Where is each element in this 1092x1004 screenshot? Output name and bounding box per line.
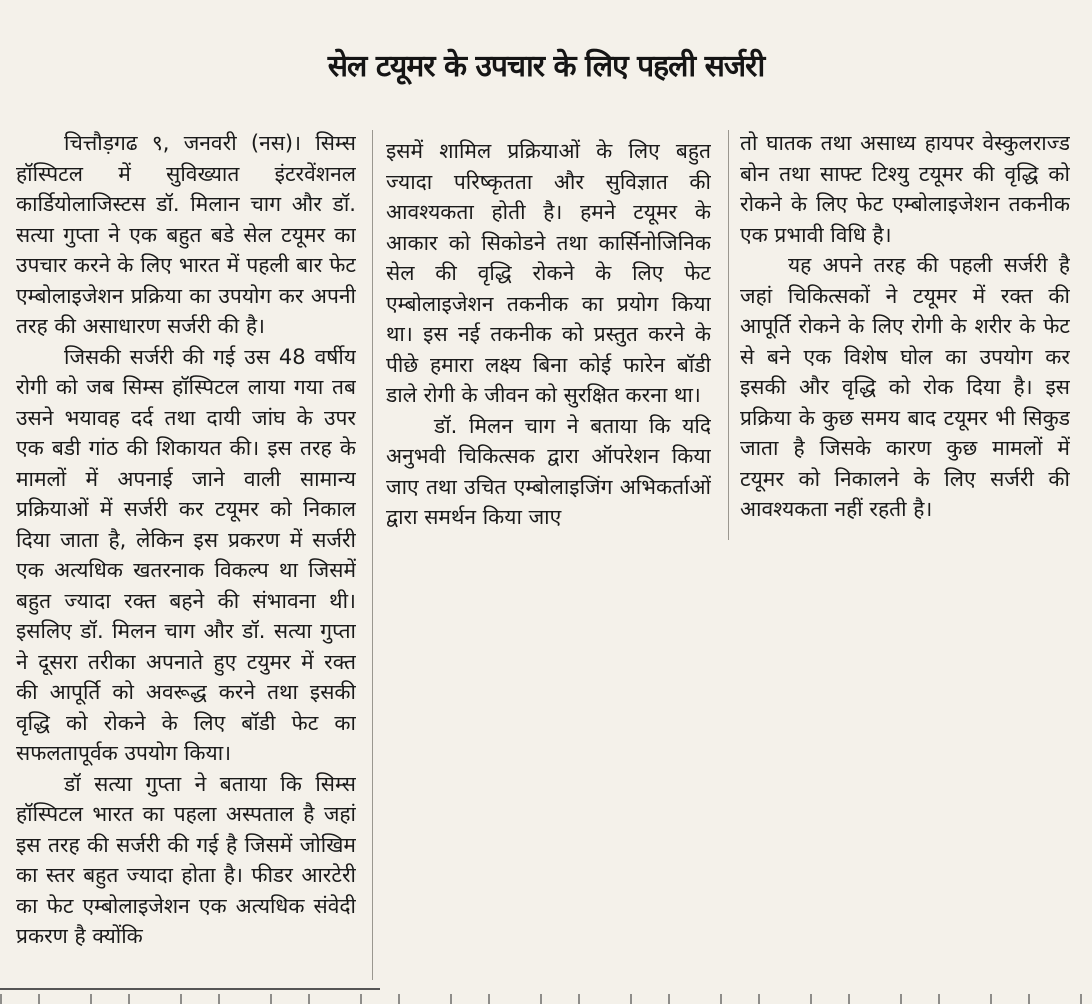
- article-column-1: [16, 128, 356, 986]
- cropped-next-article-strip: [0, 994, 1092, 1004]
- paragraph: डॉ सत्या गुप्ता ने बताया कि सिम्स हॉस्पिटल भारत का पहला अस्पताल है जहां इस तरह की सर्जरी की गई है जिसमें जोखिम का स्तर बहुत ज्यादा होता है। फीडर आरटेरी का फेट एम्बोलाइजेशन एक अत्यधिक संवेदी प्रकरण है क्योंकि: [16, 771, 356, 948]
- article-column-3: [740, 128, 1070, 548]
- article-column-2: [386, 136, 711, 556]
- paragraph: जिसकी सर्जरी की गई उस 48 वर्षीय रोगी को जब सिम्स हॉस्पिटल लाया गया तब उसने भयावह दर्द तथा दायी जांघ के उपर एक बडी गांठ की शिकायत की। इस तरह के मामलों में अपनाई जाने वाली सामान्य प्रक्रियाओं में सर्जरी कर टयूमर को निकाल दिया जाता है, लेकिन इस प्रकरण में सर्जरी एक अत्यधिक खतरनाक विकल्प था जिसमें बहुत ज्यादा रक्त बहने की संभावना थी। इसलिए डॉ. मिलन चाग और डॉ. सत्या गुप्ता ने दूसरा तरीका अपनाते हुए टयुमर में रक्त की आपूर्ति को अवरूद्ध करने तथा इसकी वृद्धि को रोकने के लिए बॉडी फेट का सफलतापूर्वक उपयोग किया।: [16, 344, 356, 765]
- paragraph: डॉ. मिलन चाग ने बताया कि यदि अनुभवी चिकित्सक द्वारा ऑपरेशन किया जाए तथा उचित एम्बोलाइजिंग अभिकर्ताओं द्वारा समर्थन किया जाए: [386, 413, 711, 529]
- paragraph: तो घातक तथा असाध्य हायपर वेस्कुलराज्ड बोन तथा साफ्ट टिश्यु टयूमर की वृद्धि को रोकने के लिए फेट एम्बोलाइजेशन तकनीक एक प्रभावी विधि है।: [740, 131, 1070, 247]
- bottom-rule: [0, 988, 380, 990]
- paragraph: चित्तौड़गढ ९, जनवरी (नस)। सिम्स हॉस्पिटल में सुविख्यात इंटरवेंशनल कार्डियोलाजिस्टस डॉ. मिलान चाग और डॉ. सत्या गुप्ता ने एक बहुत बडे सेल टयूमर का उपचार करने के लिए भारत में पहली बार फेट एम्बोलाइजेशन प्रक्रिया का उपयोग कर अपनी तरह की असाधारण सर्जरी की है।: [16, 131, 356, 338]
- paragraph: इसमें शामिल प्रक्रियाओं के लिए बहुत ज्यादा परिष्कृतता और सुविज्ञात की आवश्यकता होती है। हमने टयूमर के आकार को सिकोडने तथा कार्सिनोजिनिक सेल की वृद्धि रोकने के लिए फेट एम्बोलाइजेशन तकनीक का प्रयोग किया था। इस नई तकनीक को प्रस्तुत करने के पीछे हमारा लक्ष्य बिना कोई फारेन बॉडी डाले रोगी के जीवन को सुरक्षित करना था।: [386, 139, 711, 407]
- article-headline: सेल टयूमर के उपचार के लिए पहली सर्जरी: [327, 48, 765, 84]
- column-divider-2: [728, 130, 729, 540]
- column-divider-1: [372, 130, 373, 980]
- paragraph: यह अपने तरह की पहली सर्जरी है जहां चिकित्सकों ने टयूमर में रक्त की आपूर्ति रोकने के लिए रोगी के शरीर के फेट से बने एक विशेष घोल का उपयोग कर इसकी और वृद्धि को रोक दिया है। इस प्रक्रिया के कुछ समय बाद टयूमर भी सिकुड जाता है जिसके कारण कुछ मामलों में टयूमर को निकालने के लिए सर्जरी की आवश्यकता नहीं रहती है।: [740, 253, 1070, 521]
